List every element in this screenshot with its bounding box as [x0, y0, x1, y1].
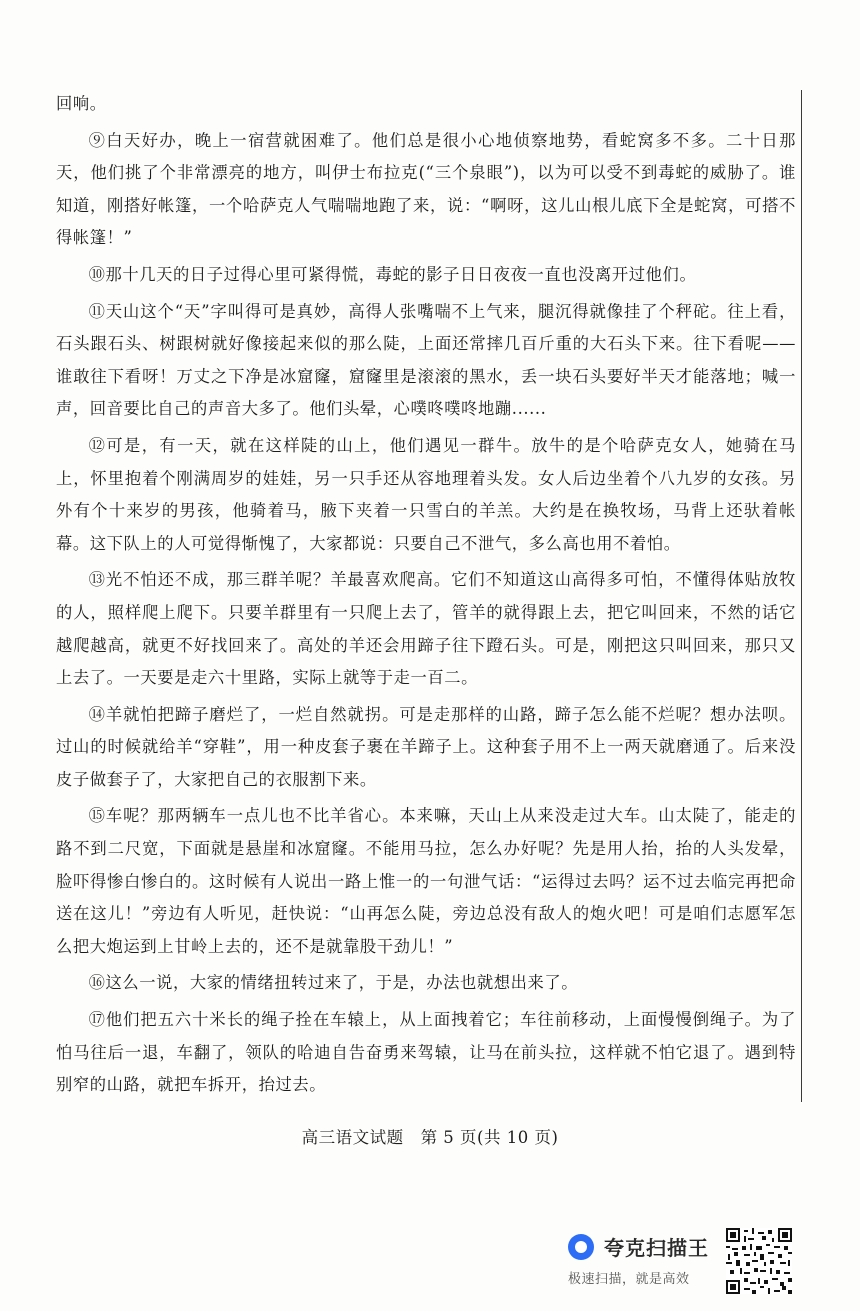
paragraph-15: ⑮车呢？那两辆车一点儿也不比羊省心。本来嘛，天山上从来没走过大车。山太陡了，能走的路不到二尺宽，下面就是悬崖和冰窟窿。不能用马拉，怎么办好呢？先是用人抬，抬的人头发晕，脸吓得惨白惨白的。这时候有人说出一路上惟一的一句泄气话：“运得过去吗？运不过去临完再把命送在这儿！”旁边有人听见，赶快说：“山再怎么陡，旁边总没有敌人的炮火吧！可是咱们志愿军怎么把大炮运到上甘岭上去的，还不是就靠股干劲儿！” [56, 806, 796, 956]
paragraph-13: ⑬光不怕还不成，那三群羊呢？羊最喜欢爬高。它们不知道这山高得多可怕，不懂得体贴放牧的人，照样爬上爬下。只要羊群里有一只爬上去了，管羊的就得跟上去，把它叫回来，不然的话它越爬越高，就更不好找回来了。高处的羊还会用蹄子往下蹬石头。可是，刚把这只叫回来，那只又上去了。一天要是走六十里路，实际上就等于走一百二。 [56, 570, 796, 688]
qr-code-icon [726, 1228, 792, 1294]
watermark-slogan: 极速扫描，就是高效 [568, 1272, 690, 1287]
paragraph-12: ⑫可是，有一天，就在这样陡的山上，他们遇见一群牛。放牛的是个哈萨克女人，她骑在马上，怀里抱着个刚满周岁的娃娃，另一只手还从容地理着头发。女人后边坐着个八九岁的女孩。另外有个十来岁的男孩，他骑着马，腋下夹着一只雪白的羊羔。大约是在换牧场，马背上还驮着帐幕。这下队上的人可觉得惭愧了，大家都说：只要自己不泄气，多么高也用不着怕。 [56, 435, 796, 553]
paragraph-10: ⑩那十几天的日子过得心里可紧得慌，毒蛇的影子日日夜夜一直也没离开过他们。 [88, 264, 697, 284]
margin-rule [801, 90, 802, 1102]
paragraph-16: ⑯这么一说，大家的情绪扭转过来了，于是，办法也就想出来了。 [88, 973, 579, 993]
quark-logo-icon [568, 1234, 594, 1260]
paragraph-9: ⑨白天好办，晚上一宿营就困难了。他们总是很小心地侦察地势，看蛇窝多不多。二十日那天，他们挑了个非常漂亮的地方，叫伊士布拉克(“三个泉眼”)，以为可以受不到毒蛇的威胁了。谁知道，刚搭好帐篷，一个哈萨克人气喘喘地跑了来，说：“啊呀，这儿山根儿底下全是蛇窝，可搭不得帐篷！” [56, 130, 796, 248]
watermark-app-name: 夸克扫描王 [604, 1236, 709, 1260]
article-body [56, 88, 796, 1106]
paragraph-17: ⑰他们把五六十米长的绳子拴在车辕上，从上面拽着它；车往前移动，上面慢慢倒绳子。为了怕马往后一退，车翻了，领队的哈迪自告奋勇来驾辕，让马在前头拉，这样就不怕它退了。遇到特别窄的山路，就把车拆开，抬过去。 [56, 1010, 796, 1095]
scanner-watermark [566, 1228, 726, 1292]
page-footer-title: 高三语文试题 第 5 页(共 10 页) [301, 1128, 559, 1147]
paragraph-14: ⑭羊就怕把蹄子磨烂了，一烂自然就拐。可是走那样的山路，蹄子怎么能不烂呢？想办法呗。过山的时候就给羊“穿鞋”，用一种皮套子裹在羊蹄子上。这种套子用不上一两天就磨通了。后来没皮子做套子了，大家把自己的衣服割下来。 [56, 704, 796, 789]
paragraph-continuation: 回响。 [56, 94, 107, 113]
paragraph-11: ⑪天山这个“天”字叫得可是真妙，高得人张嘴喘不上气来，腿沉得就像挂了个秤砣。往上看，石头跟石头、树跟树就好像接起来似的那么陡，上面还常摔几百斤重的大石头下来。往下看呢——谁敢往下看呀！万丈之下净是冰窟窿，窟窿里是滚滚的黑水，丢一块石头要好半天才能落地；喊一声，回音要比自己的声音大多了。他们头晕，心噗咚噗咚地蹦...... [56, 301, 796, 419]
